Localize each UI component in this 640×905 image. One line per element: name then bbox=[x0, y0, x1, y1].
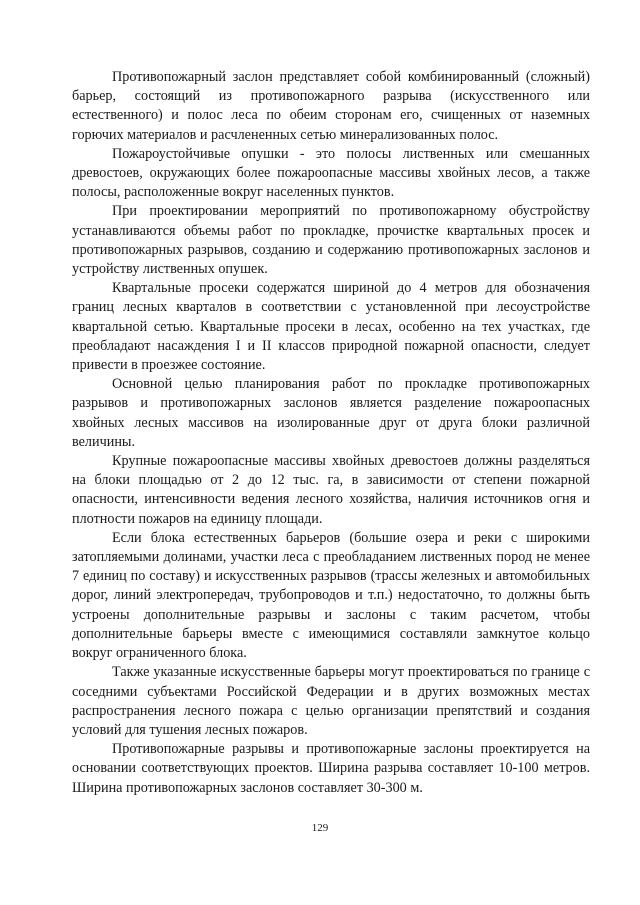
paragraph-block-division: Крупные пожароопасные массивы хвойных древостоев должны разделяться на блоки площадью от 2 до 12 тыс. га, в зависимости от степени пожарной опасности, интенсивности ведения лесного хозяйства, наличия источников огня и плотности пожаров на единицу площади. bbox=[72, 453, 590, 527]
paragraph-natural-barriers: Если блока естественных барьеров (большие озера и реки с широкими затопляемыми долинами, участки леса с преобладанием лиственных пород не менее 7 единиц по составу) и искусственных разрывов (трассы железных и автомобильных дорог, линий электропередач, трубопроводов и т.п.) недостаточно, то должны быть устроены дополнительные разрывы и заслоны с таким расчетом, чтобы дополнительные барьеры вместе с имеющимися составляли замкнутое кольцо вокруг ограниченного блока. bbox=[72, 529, 590, 662]
paragraph-border-barriers: Также указанные искусственные барьеры могут проектироваться по границе с соседними субъектами Российской Федерации и в других возможных местах распространения лесного пожара с целью организации препятствий и создания условий для тушения лесных пожаров. bbox=[72, 664, 590, 738]
paragraph-main-goal: Основной целью планирования работ по прокладке противопожарных разрывов и противопожарных заслонов является разделение пожароопасных хвойных лесных массивов на изолированные друг от друга блоки различной величины. bbox=[72, 376, 590, 450]
paragraph-design-measures: При проектировании мероприятий по противопожарному обустройству устанавливаются объемы работ по прокладке, прочистке квартальных просек и противопожарных разрывов, созданию и содержанию противопожарных заслонов и устройству лиственных опушек. bbox=[72, 203, 590, 278]
page-number: 129 bbox=[311, 822, 329, 834]
paragraph-firebreak-width: Противопожарные разрывы и противопожарные заслоны проектируется на основании соответствующих проектов. Ширина разрыва составляет 10-100 метров. Ширина противопожарных заслонов составляет 30-300 м. bbox=[72, 741, 590, 796]
document-body bbox=[72, 68, 590, 798]
paragraph-firebreak-barrier: Противопожарный заслон представляет собой комбинированный (сложный) барьер, состоящий из противопожарного разрыва (искусственного или естественного) и полос леса по обеим сторонам его, счищенных от наземных горючих материалов и расчлененных сетью минерализованных полос. bbox=[72, 69, 590, 143]
paragraph-fire-resistant-edges: Пожароустойчивые опушки - это полосы лиственных или смешанных древостоев, окружающих более пожароопасные массивы хвойных лесов, а также полосы, расположенные вокруг населенных пунктов. bbox=[72, 145, 590, 201]
paragraph-quarter-clearings: Квартальные просеки содержатся шириной до 4 метров для обозначения границ лесных кварталов в соответствии с установленной при лесоустройстве квартальной сетью. Квартальные просеки в лесах, особенно на тех участках, где преобладают насаждения I и II классов природной пожарной опасности, следует привести в проезжее состояние. bbox=[72, 280, 590, 374]
